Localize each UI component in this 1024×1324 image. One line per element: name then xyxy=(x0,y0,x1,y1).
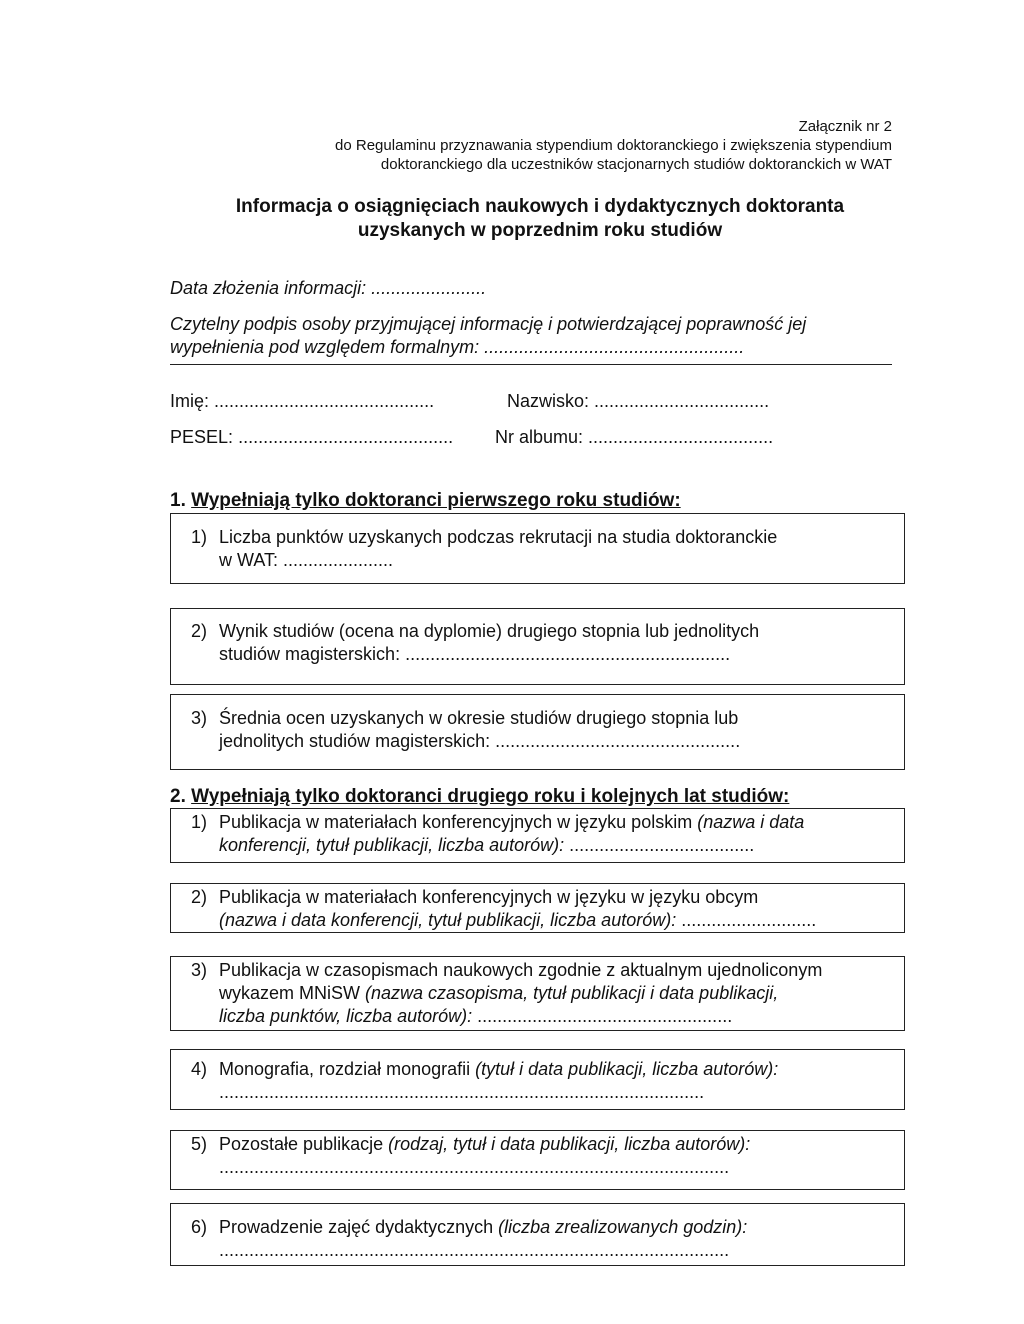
item-text: Średnia ocen uzyskanych w okresie studiów drugiego stopnia lub xyxy=(219,708,739,728)
item-label: studiów magisterskich: xyxy=(219,644,401,664)
pesel-row xyxy=(170,426,453,449)
item-answer-field[interactable]: ..................................... xyxy=(569,835,755,855)
item-label: w WAT: xyxy=(219,550,278,570)
item-text-cont: wykazem MNiSW xyxy=(219,983,361,1003)
album-number-label: Nr albumu: xyxy=(495,427,584,447)
item-text: Pozostałe publikacje xyxy=(219,1134,384,1154)
section-1-item-3[interactable] xyxy=(170,694,905,770)
item-note: (tytuł i data publikacji, liczba autorów): xyxy=(475,1059,779,1079)
item-answer-field[interactable]: ...................................................................................................... xyxy=(219,1157,730,1177)
title-line-2: uzyskanych w poprzednim roku studiów xyxy=(357,220,723,241)
item-answer-field[interactable]: ...................... xyxy=(283,550,394,570)
section-2-item-1[interactable] xyxy=(170,808,905,863)
item-text-row xyxy=(219,1133,896,1156)
item-answer-field[interactable]: ........................... xyxy=(681,910,817,930)
item-answer-field[interactable]: ................................................. xyxy=(495,731,741,751)
submission-date-row xyxy=(170,277,486,300)
pesel-field[interactable]: ........................................... xyxy=(238,427,454,447)
signature-row xyxy=(170,336,744,359)
item-text: Publikacja w czasopismach naukowych zgodnie z aktualnym ujednoliconym xyxy=(219,960,823,980)
signature-line-1: Czytelny podpis osoby przyjmującej informację i potwierdzającej poprawność jej xyxy=(170,314,807,334)
section-2-item-5[interactable] xyxy=(170,1130,905,1190)
divider xyxy=(170,364,892,365)
item-number: 3) xyxy=(191,960,208,980)
item-note: (nazwa czasopisma, tytuł publikacji i data publikacji, xyxy=(365,983,779,1003)
first-name-field[interactable]: ............................................ xyxy=(214,391,435,411)
item-text-row xyxy=(219,1058,896,1081)
item-number: 2) xyxy=(191,887,208,907)
item-note: (rodzaj, tytuł i data publikacji, liczba autorów): xyxy=(388,1134,751,1154)
item-note: (liczba zrealizowanych godzin): xyxy=(498,1217,748,1237)
regulation-line-2: doktoranckiego dla uczestników stacjonarnych studiów doktoranckich w WAT xyxy=(380,156,892,173)
section-1-item-2[interactable] xyxy=(170,608,905,685)
item-answer-field[interactable]: ................................................................. xyxy=(405,644,731,664)
section-2-item-3[interactable] xyxy=(170,956,905,1031)
item-answer-row xyxy=(219,834,896,857)
section-1-item-1[interactable] xyxy=(170,513,905,584)
item-number: 6) xyxy=(191,1217,208,1237)
title-line-1: Informacja o osiągnięciach naukowych i dydaktycznych doktoranta xyxy=(235,196,845,217)
item-text: Prowadzenie zajęć dydaktycznych xyxy=(219,1217,494,1237)
item-number: 3) xyxy=(191,708,208,728)
item-number: 5) xyxy=(191,1134,208,1154)
submission-date-label: Data złożenia informacji: xyxy=(170,278,367,298)
section-1-heading xyxy=(170,490,681,512)
item-answer-row xyxy=(219,643,896,666)
item-note: (nazwa i data xyxy=(697,812,805,832)
section-1-title: Wypełniają tylko doktoranci pierwszego roku studiów: xyxy=(191,490,681,511)
item-note-cont: liczba punktów, liczba autorów): xyxy=(219,1006,473,1026)
item-text: Monografia, rozdział monografii xyxy=(219,1059,471,1079)
item-text-row xyxy=(219,982,896,1005)
item-answer-field[interactable]: ................................................................................................. xyxy=(219,1082,705,1102)
item-text: Liczba punktów uzyskanych podczas rekrutacji na studia doktoranckie xyxy=(219,527,778,547)
item-text: Wynik studiów (ocena na dyplomie) drugiego stopnia lub jednolitych xyxy=(219,621,760,641)
section-2-item-6[interactable] xyxy=(170,1203,905,1266)
item-number: 4) xyxy=(191,1059,208,1079)
item-answer-row xyxy=(219,730,896,753)
first-name-row xyxy=(170,390,434,413)
item-answer-row xyxy=(219,909,896,932)
album-number-row xyxy=(495,426,773,449)
section-2-heading xyxy=(170,786,789,808)
item-number: 2) xyxy=(191,621,208,641)
item-answer-row xyxy=(219,1005,896,1028)
last-name-label: Nazwisko: xyxy=(507,391,590,411)
document-title xyxy=(180,195,900,243)
item-label: jednolitych studiów magisterskich: xyxy=(219,731,491,751)
item-note: (nazwa i data konferencji, tytuł publikacji, liczba autorów): xyxy=(219,910,677,930)
item-text: Publikacja w materiałach konferencyjnych w języku w języku obcym xyxy=(219,887,759,907)
item-text-row xyxy=(219,811,896,834)
album-number-field[interactable]: ..................................... xyxy=(588,427,774,447)
submission-date-field[interactable]: ....................... xyxy=(371,278,487,298)
attachment-header xyxy=(240,117,892,174)
item-text-row xyxy=(219,1216,896,1239)
attachment-number: Załącznik nr 2 xyxy=(798,118,892,135)
item-text: Publikacja w materiałach konferencyjnych w języku polskim xyxy=(219,812,693,832)
item-answer-field[interactable]: ...................................................................................................... xyxy=(219,1240,730,1260)
signature-label: wypełnienia pod względem formalnym: xyxy=(170,337,480,357)
first-name-label: Imię: xyxy=(170,391,210,411)
item-number: 1) xyxy=(191,812,208,832)
section-2-number: 2. xyxy=(170,786,186,807)
section-2-item-4[interactable] xyxy=(170,1049,905,1110)
item-note-cont: konferencji, tytuł publikacji, liczba autorów): xyxy=(219,835,565,855)
section-2-item-2[interactable] xyxy=(170,883,905,933)
last-name-field[interactable]: ................................... xyxy=(594,391,770,411)
pesel-label: PESEL: xyxy=(170,427,234,447)
signature-field[interactable]: .................................................... xyxy=(484,337,745,357)
item-answer-row xyxy=(219,549,896,572)
regulation-line-1: do Regulaminu przyznawania stypendium doktoranckiego i zwiększenia stypendium xyxy=(335,137,892,154)
section-1-number: 1. xyxy=(170,490,186,511)
item-number: 1) xyxy=(191,527,208,547)
last-name-row xyxy=(507,390,769,413)
item-answer-field[interactable]: ................................................... xyxy=(477,1006,733,1026)
section-2-title: Wypełniają tylko doktoranci drugiego roku i kolejnych lat studiów: xyxy=(191,786,790,807)
